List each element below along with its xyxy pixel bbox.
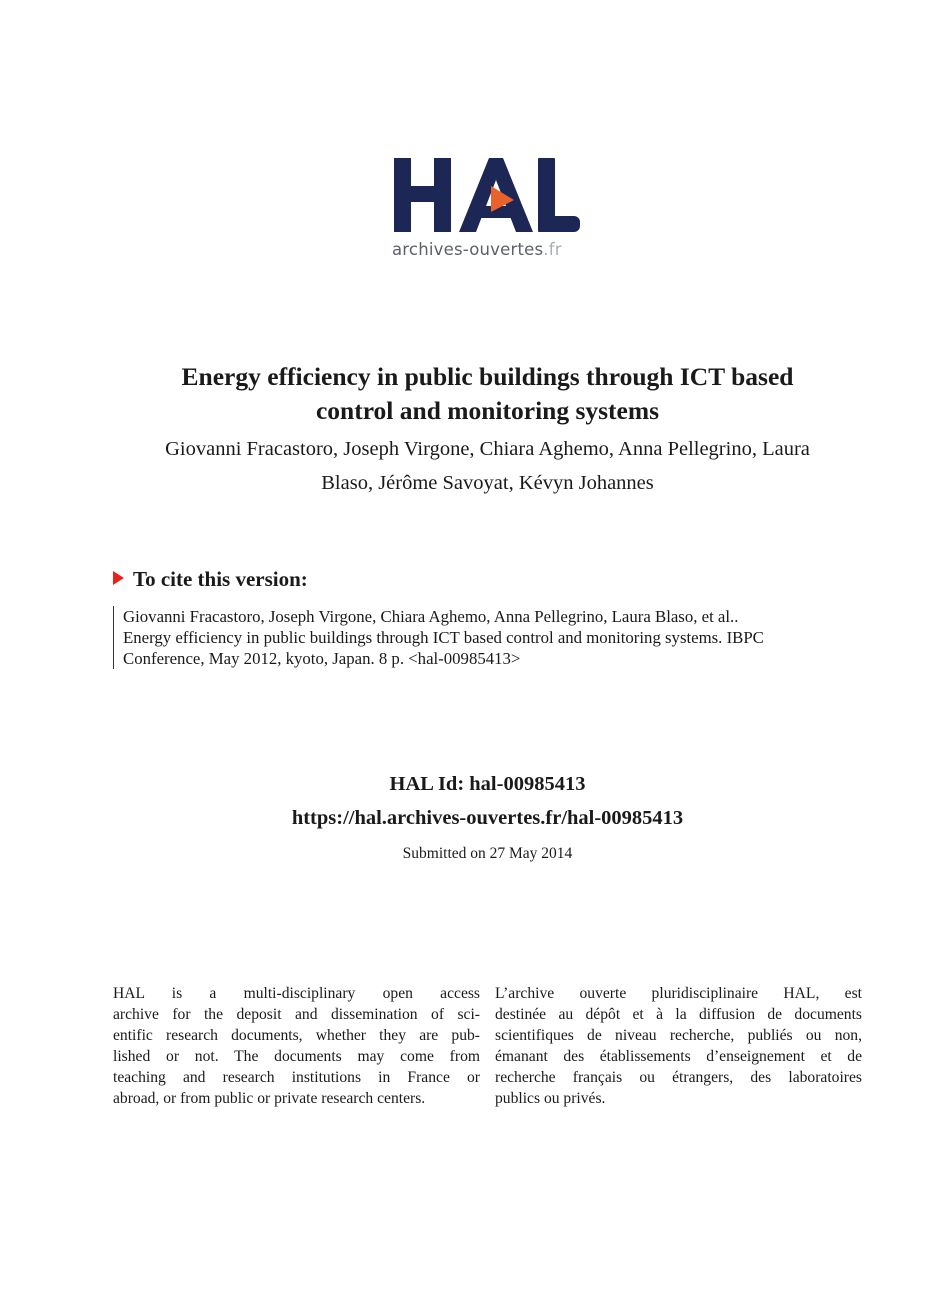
citation-line: Energy efficiency in public buildings through ICT based control and monitoring systems. IBPC	[123, 628, 764, 647]
notice-line: teaching and research institutions in France or	[113, 1069, 480, 1086]
citation-line: Conference, May 2012, kyoto, Japan. 8 p. <hal-00985413>	[123, 649, 521, 668]
notice-line: HAL is a multi-disciplinary open access	[113, 985, 480, 1002]
title-line: control and monitoring systems	[315, 396, 660, 425]
triangle-bullet-icon	[113, 571, 124, 585]
notice-line: entific research documents, whether they are pub-	[113, 1027, 480, 1044]
citation-line: Giovanni Fracastoro, Joseph Virgone, Chiara Aghemo, Anna Pellegrino, Laura Blaso, et al..	[123, 607, 739, 626]
notice-line: destinée au dépôt et à la diffusion de documents	[495, 1006, 862, 1023]
logo-tagline: archives-ouvertes.fr	[392, 240, 562, 259]
submitted-date: Submitted on 27 May 2014	[402, 845, 573, 862]
cite-heading: To cite this version:	[113, 566, 308, 592]
paper-title	[100, 360, 875, 428]
notice-line: recherche français ou étrangers, des laboratoires	[495, 1069, 862, 1086]
notice-line: archive for the deposit and dissemination of sci-	[113, 1006, 480, 1023]
notice-english	[113, 983, 480, 1109]
authors-line: Blaso, Jérôme Savoyat, Kévyn Johannes	[321, 472, 654, 494]
notice-line: L’archive ouverte pluridisciplinaire HAL, est	[495, 985, 862, 1002]
title-line: Energy efficiency in public buildings through ICT based	[181, 362, 794, 391]
authors-line: Giovanni Fracastoro, Joseph Virgone, Chiara Aghemo, Anna Pellegrino, Laura	[165, 438, 810, 460]
paper-authors	[100, 432, 875, 500]
hal-url-link[interactable]: https://hal.archives-ouvertes.fr/hal-00985413	[291, 807, 684, 829]
citation-block	[113, 606, 883, 669]
hal-id: HAL Id: hal-00985413	[389, 773, 586, 795]
notice-line: scientifiques de niveau recherche, publiés ou non,	[495, 1027, 862, 1044]
notice-french	[495, 983, 862, 1109]
notice-line: abroad, or from public or private research centers.	[113, 1090, 426, 1107]
notice-line: lished or not. The documents may come from	[113, 1048, 480, 1065]
notice-line: émanant des établissements d’enseignement et de	[495, 1048, 862, 1065]
notice-line: publics ou privés.	[495, 1090, 606, 1107]
hal-logo-mark	[392, 156, 584, 236]
hal-logo	[392, 156, 584, 266]
